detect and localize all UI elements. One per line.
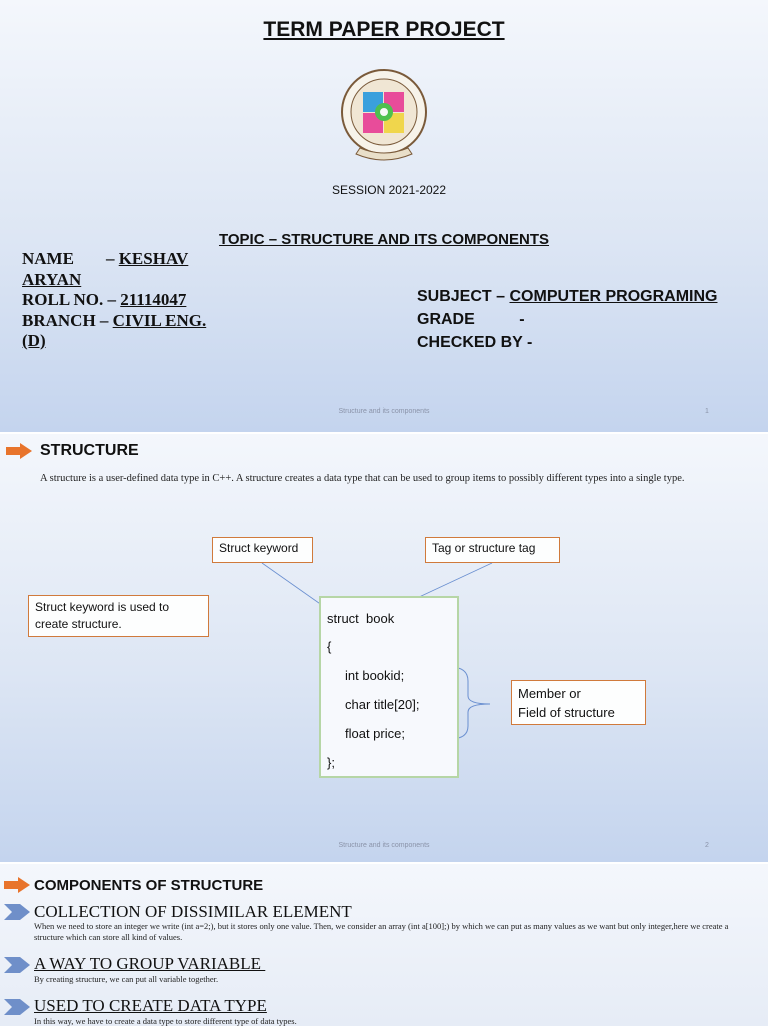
code-line-title: char title[20]; xyxy=(345,697,420,712)
item-3-text: In this way, we have to create a data type to store different type of data types. xyxy=(34,1016,297,1026)
chevron-right-icon xyxy=(4,999,30,1015)
slide2-footer: Structure and its components xyxy=(338,842,430,849)
item-2-text: By creating structure, we can put all variable together. xyxy=(34,974,219,984)
chevron-right-icon xyxy=(4,904,30,920)
struct-keyword-label-box: Struct keyword xyxy=(212,537,313,563)
roll-row xyxy=(22,290,206,311)
member-field-line-2: Field of structure xyxy=(518,705,615,720)
structure-tag-label-box: Tag or structure tag xyxy=(425,537,560,563)
roll-value: 21114047 xyxy=(120,290,187,309)
slide-1 xyxy=(0,0,768,432)
slide1-footer: Structure and its components xyxy=(338,408,430,415)
subject-row xyxy=(417,285,717,308)
subject-info xyxy=(417,285,717,354)
item-1-title: COLLECTION OF DISSIMILAR ELEMENT xyxy=(34,902,352,921)
name-label: NAME xyxy=(22,249,74,268)
roll-label: ROLL NO. – xyxy=(22,290,116,309)
slide1-title: TERM PAPER PROJECT xyxy=(263,18,505,41)
branch-row xyxy=(22,311,206,332)
code-line-bookid: int bookid; xyxy=(345,668,405,683)
code-line-struct-book: struct book xyxy=(327,611,395,626)
checked-by-row: CHECKED BY - xyxy=(417,334,533,351)
item-3-title: USED TO CREATE DATA TYPE xyxy=(34,996,267,1015)
member-field-box xyxy=(511,680,646,725)
topic-text: TOPIC – STRUCTURE AND ITS COMPONENTS xyxy=(218,231,550,248)
name-value-cont: ARYAN xyxy=(22,269,82,289)
structure-heading: STRUCTURE xyxy=(40,442,139,459)
grade-row: GRADE - xyxy=(417,311,525,328)
name-row xyxy=(22,249,206,270)
code-line-price: float price; xyxy=(345,726,405,741)
slide-2 xyxy=(0,432,768,862)
components-heading: COMPONENTS OF STRUCTURE xyxy=(34,877,264,894)
branch-value-cont: (D) xyxy=(22,331,46,350)
chevron-right-icon xyxy=(4,957,30,973)
branch-value: CIVIL ENG. xyxy=(112,310,207,330)
name-dash: – xyxy=(105,249,115,268)
branch-label: BRANCH – xyxy=(22,310,109,330)
structure-intro: A structure is a user-defined data type in C++. A structure creates a data type that can be used to group items to possibly different types into a single type. xyxy=(40,473,685,484)
slide1-page-number: 1 xyxy=(705,408,709,415)
institute-seal-logo xyxy=(336,66,432,166)
code-line-open-brace: { xyxy=(327,639,332,654)
name-value: KESHAV xyxy=(118,249,189,268)
code-line-close-brace: }; xyxy=(327,755,335,770)
subject-label: SUBJECT – xyxy=(417,288,506,305)
item-2-title: A WAY TO GROUP VARIABLE xyxy=(34,954,266,973)
item-1-text: When we need to store an integer we write (int a=2;), but it stores only one value. Then, we consider an array (int a[100];) by which we can put as many values as we want but only integer,here we create a structure which can store all kind of values. xyxy=(34,921,729,942)
member-field-line-1: Member or xyxy=(518,686,581,701)
slide2-page-number: 2 xyxy=(705,842,709,849)
struct-keyword-usage-box: Struct keyword is used to create structure. xyxy=(28,595,209,637)
student-info xyxy=(22,249,206,352)
arrow-icon xyxy=(4,877,30,893)
slide-3 xyxy=(0,862,768,1026)
session-text: SESSION 2021-2022 xyxy=(331,183,447,197)
subject-value: COMPUTER PROGRAMING xyxy=(509,288,718,305)
